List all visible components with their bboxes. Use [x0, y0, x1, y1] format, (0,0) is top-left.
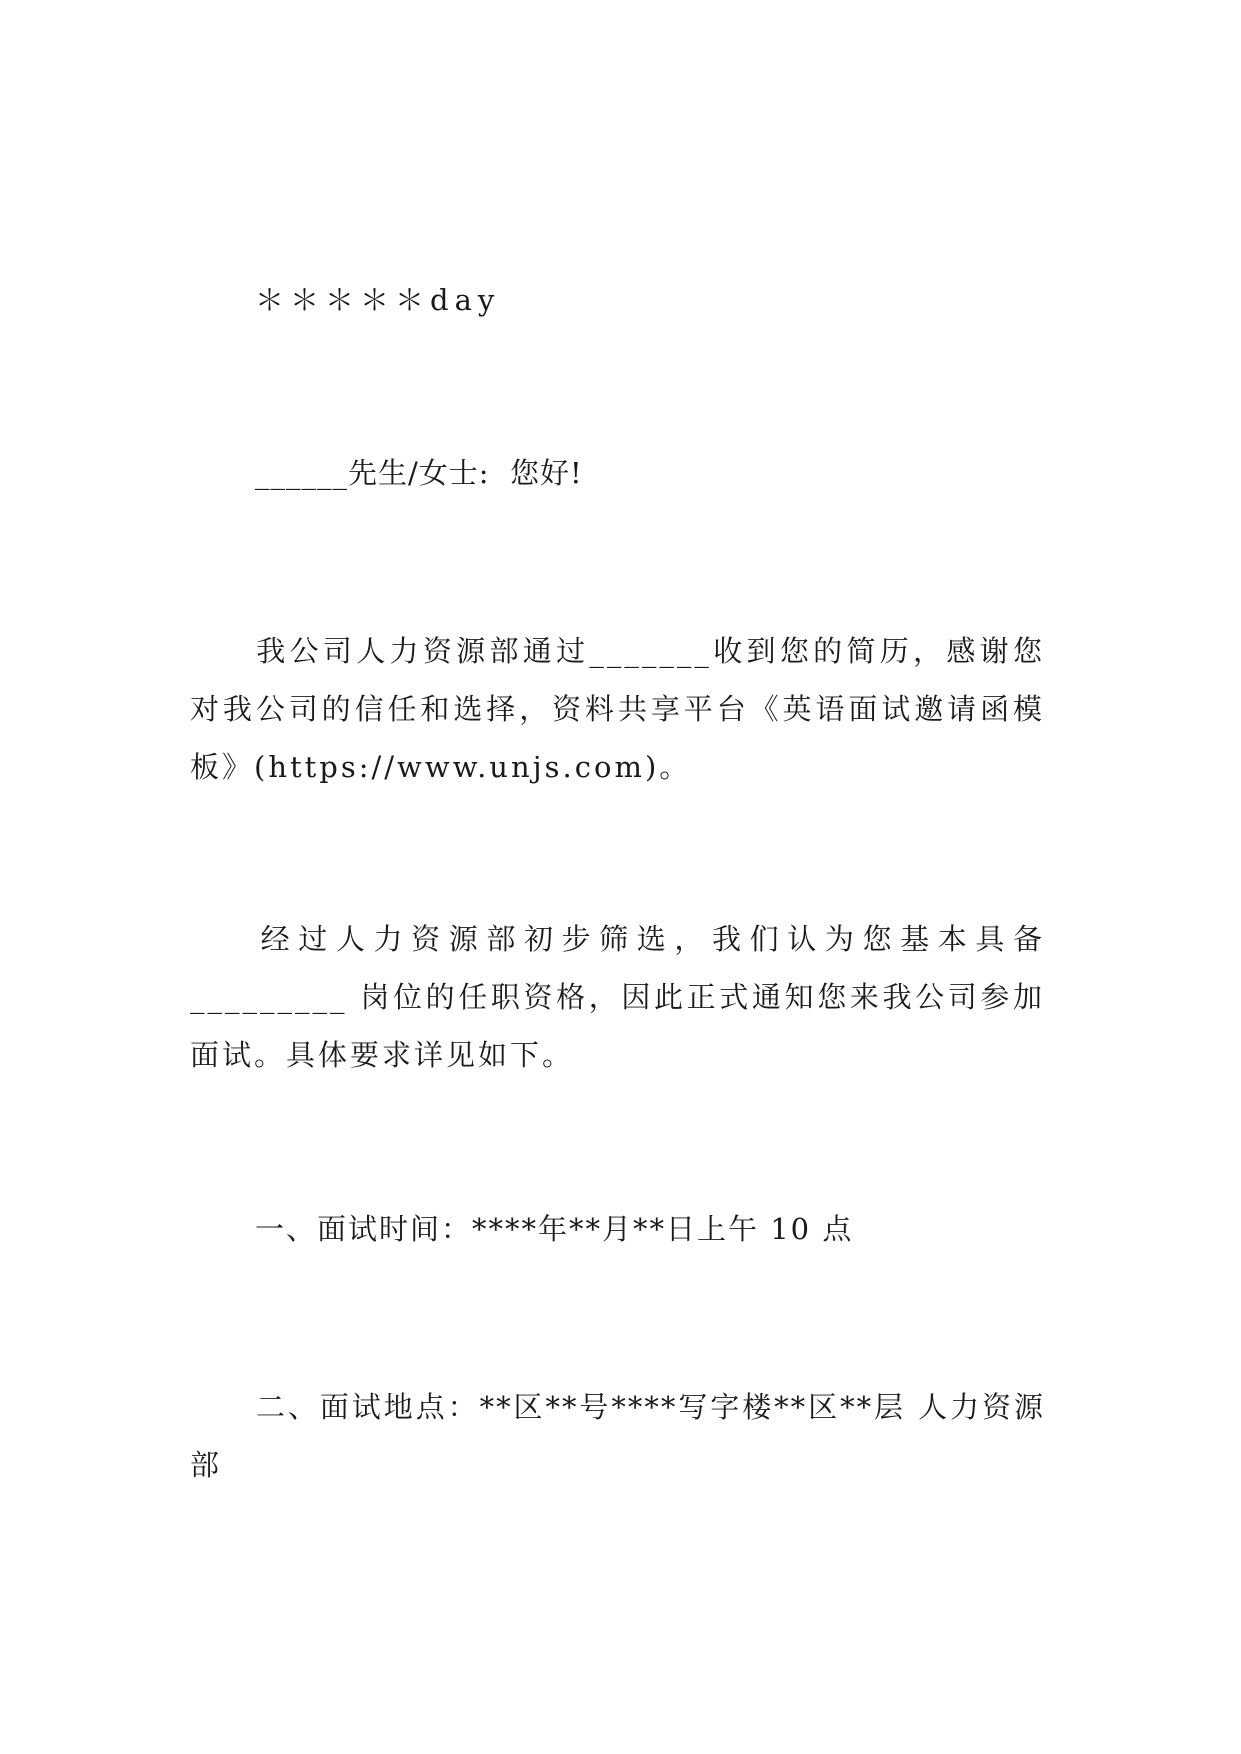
- paragraph-2-text: 经过人力资源部初步筛选，我们认为您基本具备_________ 岗位的任职资格，因此正式通知您来我公司参加面试。具体要求详见如下。: [190, 922, 1045, 1072]
- interview-time-item: 一、面试时间：****年**月**日上午 10 点: [255, 1212, 854, 1246]
- item-2-text: 二、面试地点：**区**号****写字楼**区**层 人力资源部: [190, 1390, 1045, 1482]
- paragraph-1-text: 我公司人力资源部通过_______收到您的简历，感谢您对我公司的信任和选择，资料共享平台《英语面试邀请函模板》(https://www.unjs.com)。: [190, 634, 1045, 784]
- paragraph-interview-notice: [190, 910, 1045, 1084]
- interview-location-item: [190, 1378, 1045, 1494]
- date-line: ＊＊＊＊＊day: [255, 283, 501, 317]
- paragraph-resume-received: [190, 622, 1045, 796]
- greeting-line: ______先生/女士: 您好!: [255, 456, 583, 490]
